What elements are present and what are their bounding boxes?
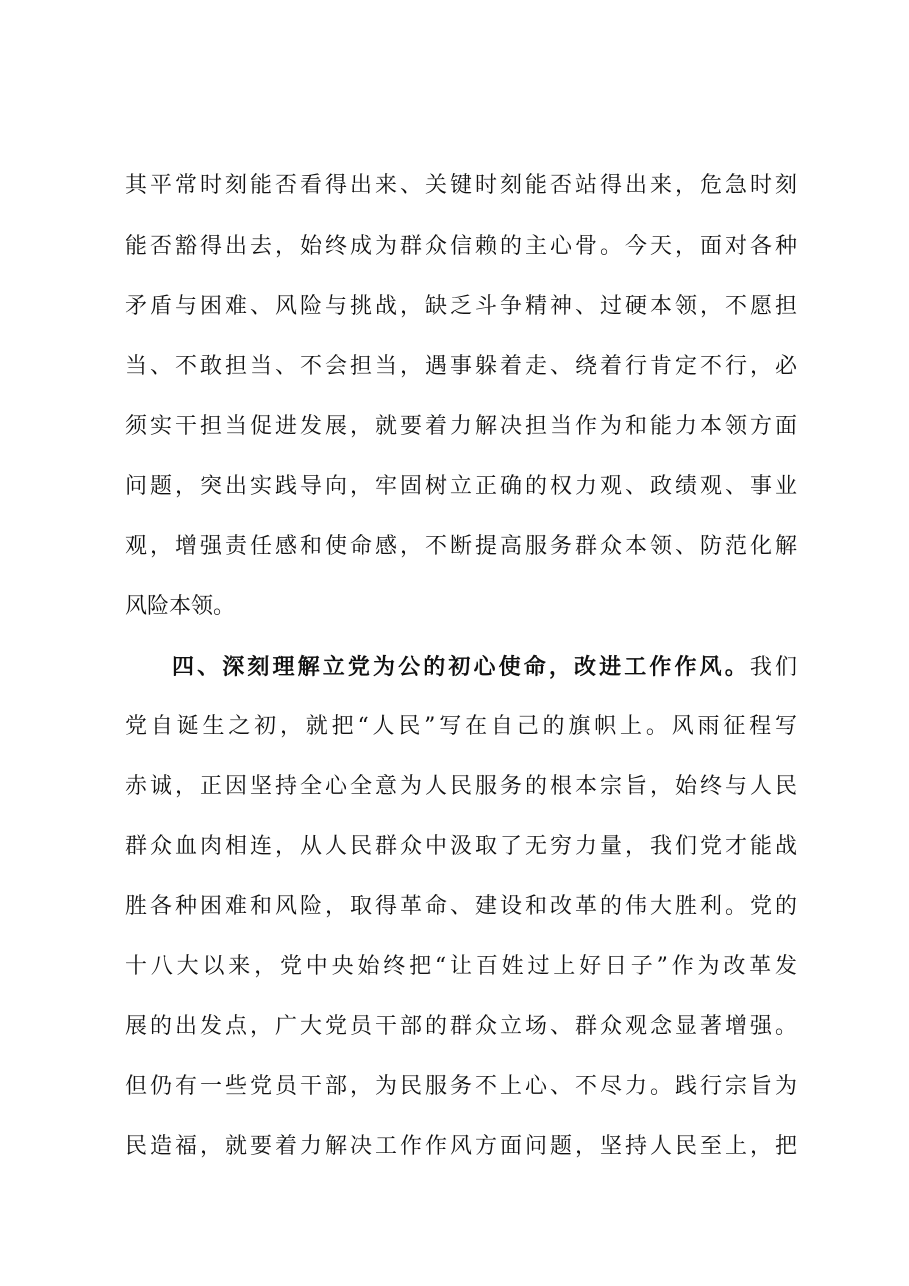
paragraph-line: 能否豁得出去，始终成为群众信赖的主心骨。今天，面对各种	[125, 234, 797, 259]
paragraph-line: 观，增强责任感和使命感，不断提高服务群众本领、防范化解	[125, 534, 797, 559]
paragraph-line: 党自诞生之初，就把“人民”写在自己的旗帜上。风雨征程写	[125, 714, 797, 739]
paragraph-line: 须实干担当促进发展，就要着力解决担当作为和能力本领方面	[125, 414, 797, 439]
paragraph-line: 其平常时刻能否看得出来、关键时刻能否站得出来，危急时刻	[125, 173, 797, 198]
section-heading: 四、深刻理解立党为公的初心使命，改进工作作风。	[172, 654, 750, 680]
section-heading-line	[172, 645, 797, 689]
paragraph-line: 问题，突出实践导向，牢固树立正确的权力观、政绩观、事业	[125, 474, 797, 499]
paragraph-line: 十八大以来，党中央始终把“让百姓过上好日子”作为改革发	[125, 954, 797, 979]
paragraph-line: 风险本领。	[125, 594, 236, 619]
paragraph-line: 展的出发点，广大党员干部的群众立场、群众观念显著增强。	[125, 1014, 797, 1039]
paragraph-line: 赤诚，正因坚持全心全意为人民服务的根本宗旨，始终与人民	[125, 774, 797, 799]
paragraph-line: 群众血肉相连，从人民群众中汲取了无穷力量，我们党才能战	[125, 834, 797, 859]
paragraph-line: 民造福，就要着力解决工作作风方面问题，坚持人民至上，把	[125, 1134, 797, 1159]
paragraph-line: 但仍有一些党员干部，为民服务不上心、不尽力。践行宗旨为	[125, 1074, 797, 1099]
paragraph-line: 矛盾与困难、风险与挑战，缺乏斗争精神、过硬本领，不愿担	[125, 294, 797, 319]
paragraph-line: 当、不敢担当、不会担当，遇事躲着走、绕着行肯定不行，必	[125, 354, 797, 379]
paragraph-line: 胜各种困难和风险，取得革命、建设和改革的伟大胜利。党的	[125, 894, 797, 919]
heading-continuation: 我们	[749, 655, 797, 680]
